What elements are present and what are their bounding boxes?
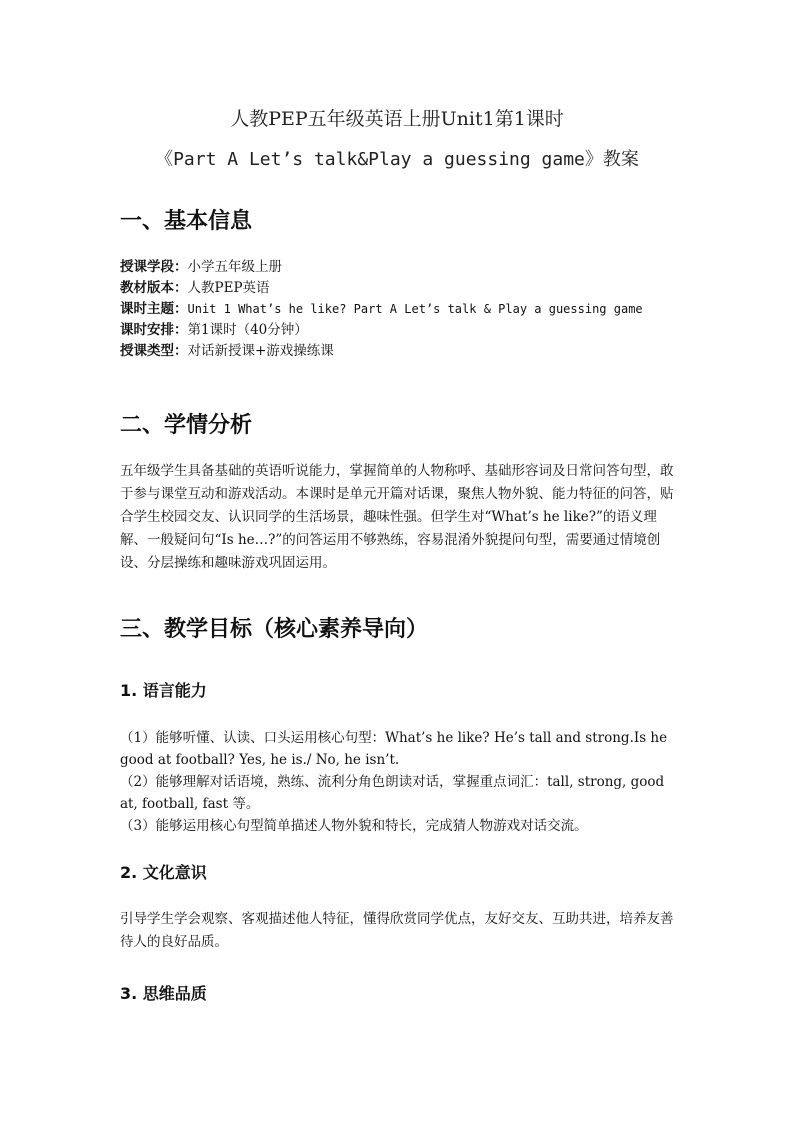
info-key: 授课学段： xyxy=(120,259,188,275)
basic-info-list xyxy=(120,257,690,362)
info-row-schedule xyxy=(120,320,690,341)
doc-title-line-2: 《Part A Let’s talk&Play a guessing game》教案 xyxy=(155,149,639,170)
goal-item: （2）能够理解对话语境，熟练、流利分角色朗读对话，掌握重点词汇：tall, strong, good at, football, fast 等。 xyxy=(120,774,665,812)
subheading-language-ability: 1. 语言能力 xyxy=(120,681,207,700)
info-row-edition xyxy=(120,278,690,299)
section-heading-basic-info: 一、基本信息 xyxy=(120,209,253,234)
info-row-type xyxy=(120,341,690,362)
subheading-cultural-awareness: 2. 文化意识 xyxy=(120,863,207,882)
language-goals-list xyxy=(120,727,686,837)
section-heading-teaching-goals: 三、教学目标（核心素养导向） xyxy=(120,617,429,642)
info-key: 课时安排： xyxy=(120,322,188,338)
info-value: 第1课时（40分钟） xyxy=(187,322,308,338)
goal-item: （3）能够运用核心句型简单描述人物外貌和特长，完成猜人物游戏对话交流。 xyxy=(120,818,588,834)
info-value: Unit 1 What’s he like? Part A Let’s talk & Play a guessing game xyxy=(187,302,643,316)
student-analysis-paragraph: 五年级学生具备基础的英语听说能力，掌握简单的人物称呼、基础形容词及日常问答句型，敢于参与课堂互动和游戏活动。本课时是单元开篇对话课，聚焦人物外貌、能力特征的问答，贴合学生校园交友、认识同学的生活场景，趣味性强。但学生对“What’s he like?”的语义理解、一般疑问句“Is he…?”的问答运用不够熟练，容易混淆外貌提问句型，需要通过情境创设、分层操练和趣味游戏巩固运用。 xyxy=(120,463,674,571)
doc-title-line-1: 人教PEP五年级英语上册Unit1第1课时 xyxy=(230,108,564,130)
info-value: 人教PEP英语 xyxy=(187,280,270,296)
goal-item: （1）能够听懂、认读、口头运用核心句型：What’s he like? He’s tall and strong.Is he good at football? Yes, he is./ No, he isn’t. xyxy=(120,730,668,768)
subheading-thinking-quality: 3. 思维品质 xyxy=(120,984,207,1003)
info-row-stage xyxy=(120,257,690,278)
info-value: 小学五年级上册 xyxy=(187,259,282,275)
info-key: 教材版本： xyxy=(120,280,188,296)
cultural-awareness-paragraph: 引导学生学会观察、客观描述他人特征，懂得欣赏同学优点，友好交友、互助共进，培养友善待人的良好品质。 xyxy=(120,911,674,950)
info-key: 授课类型： xyxy=(120,343,188,359)
info-value: 对话新授课+游戏操练课 xyxy=(187,343,334,359)
info-key: 课时主题： xyxy=(120,301,188,317)
info-row-topic xyxy=(120,299,690,320)
section-heading-student-analysis: 二、学情分析 xyxy=(120,413,253,438)
